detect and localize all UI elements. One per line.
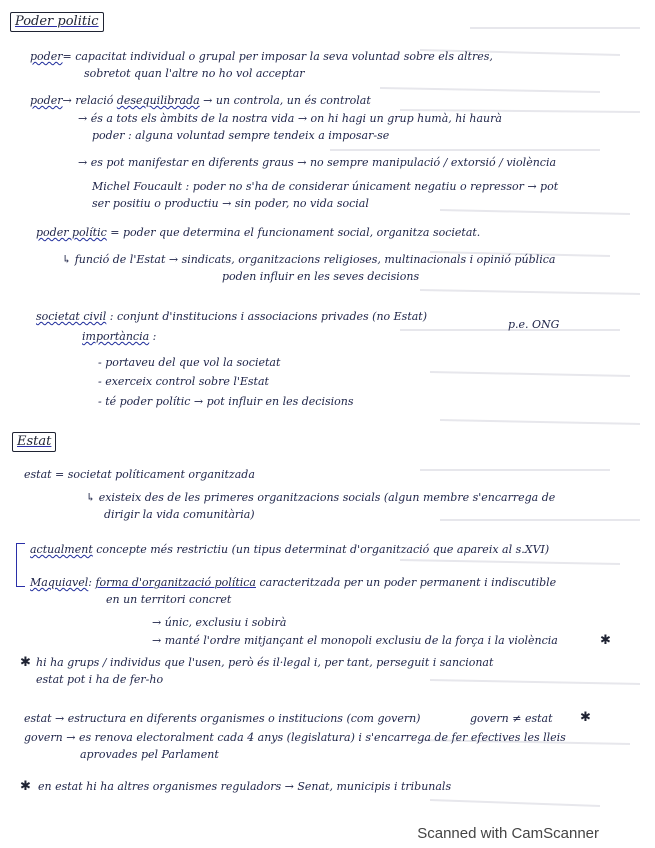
scanner-watermark: Scanned with CamScanner: [417, 825, 599, 842]
note-text: concepte més restrictiu (un tipus determinat d'organització que apareix al s.XVI): [92, 543, 550, 556]
note-example: p.e. ONG: [508, 318, 560, 331]
term-poder: poder: [30, 94, 63, 107]
note-line: → manté l'ordre mitjançant el monopoli exclusiu de la força i la violència: [152, 634, 558, 647]
note-line: ser positiu o productiu → sin poder, no vida social: [92, 197, 369, 210]
note-line: dirigir la vida comunitària): [104, 508, 255, 521]
note-text: → relació: [62, 94, 117, 107]
note-line: → és a tots els àmbits de la nostra vida → on hi hagi un grup humà, hi haurà: [78, 112, 502, 125]
term-importancia: importància: [82, 330, 150, 343]
note-line: ↳ existeix des de les primeres organitzacions socials (algun membre s'encarrega de: [86, 491, 556, 504]
note-line: en estat hi ha altres organismes reguladors → Senat, municipis i tribunals: [38, 780, 452, 793]
star-icon: ✱: [600, 633, 611, 648]
note-line: estat = societat políticament organitzada: [24, 468, 255, 481]
note-line: Michel Foucault : poder no s'ha de considerar únicament negatiu o repressor → pot: [92, 180, 559, 193]
note-line: [30, 50, 493, 64]
term-poder-politic: poder polític: [36, 226, 107, 239]
bracket-mark: [16, 543, 25, 587]
note-text: = poder que determina el funcionament social, organitza societat.: [106, 226, 481, 239]
note-text: = capacitat individual o grupal per imposar la seva voluntad sobre els altres,: [62, 50, 493, 63]
section-title-estat: Estat: [12, 432, 56, 452]
note-aside: govern ≠ estat: [470, 712, 553, 725]
note-line: estat pot i ha de fer-ho: [36, 673, 164, 686]
star-icon: ✱: [20, 779, 31, 794]
list-item: - portaveu del que vol la societat: [98, 356, 281, 369]
note-line: [30, 576, 556, 590]
section-title-poder-politic: Poder politic: [10, 12, 104, 32]
term-societat-civil: societat civil: [36, 310, 107, 323]
term-actualment: actualment: [30, 543, 93, 556]
note-line: poder : alguna voluntad sempre tendeix a imposar-se: [92, 129, 390, 142]
star-icon: ✱: [20, 655, 31, 670]
note-line: → es pot manifestar en diferents graus → no sempre manipulació / extorsió / violència: [78, 156, 557, 169]
note-text: : conjunt d'institucions i associacions privades (no Estat): [106, 310, 428, 323]
note-text: :: [88, 576, 96, 589]
note-line: aprovades pel Parlament: [80, 748, 219, 761]
list-item: - exerceix control sobre l'Estat: [98, 375, 269, 388]
note-line: hi ha grups / individus que l'usen, però és il·legal i, per tant, perseguit i sancionat: [36, 656, 494, 669]
note-line: [36, 226, 480, 240]
note-line: sobretot quan l'altre no ho vol acceptar: [84, 67, 305, 80]
note-text: caracteritzada per un poder permanent i indiscutible: [255, 576, 557, 589]
term-desequilibrada: desequilibrada: [116, 94, 200, 107]
note-line: poden influir en les seves decisions: [222, 270, 420, 283]
note-line: en un territori concret: [106, 593, 232, 606]
list-item: - té poder polític → pot influir en les decisions: [98, 395, 354, 408]
note-line: [30, 543, 549, 557]
note-line: → únic, exclusiu i sobirà: [152, 616, 287, 629]
note-line: [36, 310, 427, 324]
note-text: → un controla, un és controlat: [199, 94, 371, 107]
note-line: [82, 330, 156, 344]
note-line: [30, 94, 371, 108]
term-poder: poder: [30, 50, 63, 63]
note-line: estat → estructura en diferents organismes o institucions (com govern): [24, 712, 421, 725]
star-icon: ✱: [580, 710, 591, 725]
note-line: govern → es renova electoralment cada 4 anys (legislatura) i s'encarrega de fer efectives les lleis: [24, 731, 566, 744]
note-text: :: [149, 330, 157, 343]
term-forma-organitzacio: forma d'organització política: [95, 576, 256, 589]
note-line: ↳ funció de l'Estat → sindicats, organitzacions religioses, multinacionals i opinió pública: [62, 253, 556, 266]
term-maquiavel: Maquiavel: [30, 576, 89, 589]
